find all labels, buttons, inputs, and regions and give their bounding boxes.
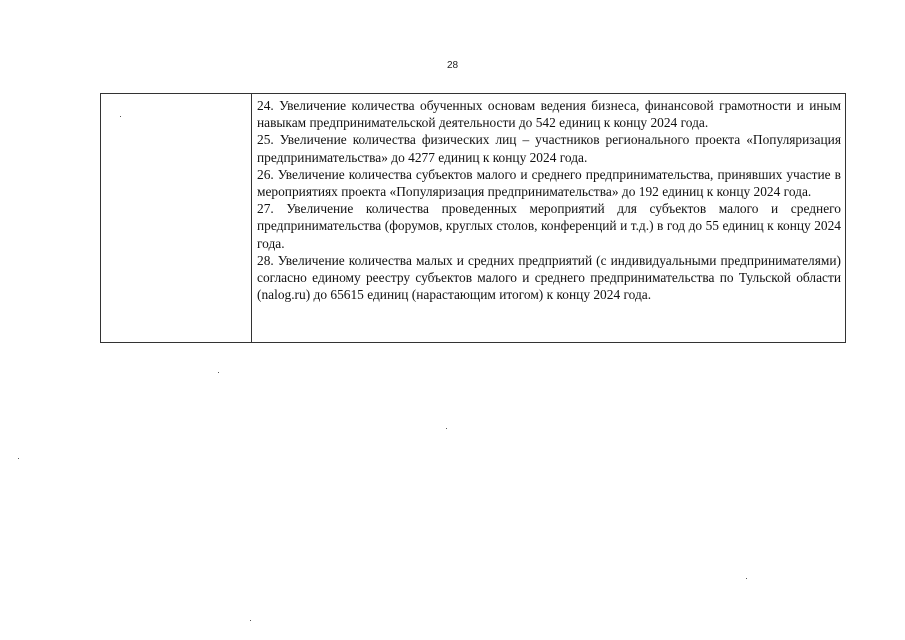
page-number: 28 — [446, 60, 459, 71]
document-table — [100, 93, 846, 343]
list-item-26: 26. Увеличение количества субъектов малого и среднего предпринимательства, принявших участие в мероприятиях проекта «Популяризация предпринимательства» до 192 единиц к концу 2024 года. — [257, 166, 841, 200]
scan-speck — [446, 428, 447, 429]
list-item-24: 24. Увеличение количества обученных основам ведения бизнеса, финансовой грамотности и иным навыкам предпринимательской деятельности до 542 единиц к концу 2024 года. — [257, 98, 841, 131]
list-item-28: 28. Увеличение количества малых и средних предприятий (с индивидуальными предпринимателями) согласно единому реестру субъектов малого и среднего предпринимательства по Тульской области (nalog.ru) до 65615 единиц (нарастающим итогом) к концу 2024 года. — [257, 252, 841, 303]
table-cell-items — [252, 94, 845, 342]
list-item-27: 27. Увеличение количества проведенных мероприятий для субъектов малого и среднего предпринимательства (форумов, круглых столов, конференций и т.д.) в год до 55 единиц к концу 2024 года. — [257, 201, 841, 251]
scan-speck — [218, 372, 219, 373]
table-cell-empty — [101, 94, 252, 342]
scan-speck — [18, 458, 19, 459]
scan-speck — [746, 578, 747, 579]
scan-speck — [250, 620, 251, 621]
scan-speck — [120, 116, 121, 117]
list-item-25: 25. Увеличение количества физических лиц – участников регионального проекта «Популяризация предпринимательства» до 4277 единиц к концу 2024 года. — [257, 132, 841, 165]
